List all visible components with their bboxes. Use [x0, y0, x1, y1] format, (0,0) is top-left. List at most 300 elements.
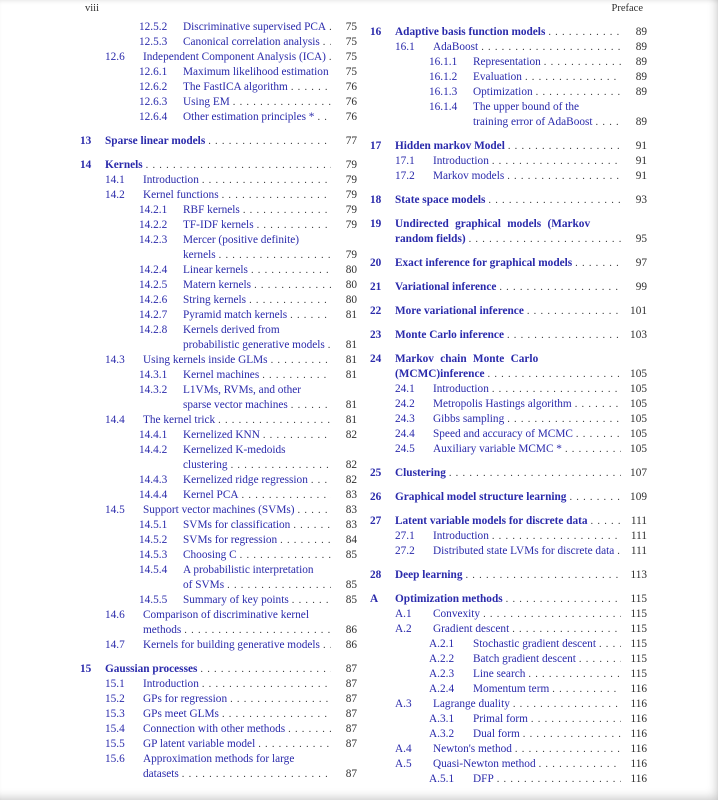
entry-page-number: 115: [630, 593, 647, 605]
toc-entry[interactable]: [370, 40, 647, 55]
leader-dots: [489, 382, 621, 397]
entry-number: 12.5.3: [139, 36, 168, 48]
entry-number: 16.1.2: [429, 71, 458, 83]
leader-dots: [240, 203, 331, 218]
toc-entry[interactable]: [80, 533, 357, 548]
leader-dots: [593, 115, 621, 130]
entry-page-number: 107: [630, 467, 647, 479]
entry-title-block: [473, 682, 621, 697]
leader-dots: [446, 466, 621, 481]
entry-title-block: [433, 169, 621, 184]
toc-entry[interactable]: [370, 652, 647, 667]
entry-number: 14.2.2: [139, 219, 168, 231]
entry-title-block: [395, 466, 621, 481]
toc-entry[interactable]: [80, 353, 357, 368]
toc-entry[interactable]: [370, 256, 647, 271]
toc-entry[interactable]: [370, 70, 647, 85]
entry-title-block: [143, 173, 331, 188]
toc-entry[interactable]: [370, 193, 647, 208]
leader-dots: [199, 173, 331, 188]
entry-title: State space models: [395, 194, 486, 206]
leader-dots: [179, 767, 331, 782]
leader-dots: [566, 490, 621, 505]
leader-dots: [320, 35, 331, 50]
toc-entry[interactable]: [80, 563, 357, 593]
toc-entry[interactable]: [370, 412, 647, 427]
entry-number: 14: [80, 159, 92, 171]
entry-title-block: [143, 50, 331, 65]
entry-page-number: 115: [630, 623, 647, 635]
entry-page-number: 89: [635, 86, 647, 98]
entry-number: 14.2.3: [139, 234, 168, 246]
entry-page-number: 116: [630, 743, 647, 755]
leader-dots: [308, 473, 331, 488]
entry-title: Monte Carlo inference: [395, 329, 504, 341]
toc-entry[interactable]: [80, 188, 357, 203]
entry-page-number: 116: [630, 698, 647, 710]
entry-number: 14.2.7: [139, 309, 168, 321]
leader-dots: [254, 218, 331, 233]
leader-dots: [314, 110, 331, 125]
toc-entry[interactable]: [370, 100, 647, 130]
entry-title-block: [395, 568, 621, 583]
entry-title-continued: datasets: [143, 768, 179, 780]
entry-title-block: [433, 607, 621, 622]
entry-number: 14.6: [105, 609, 125, 621]
entry-number: 24.3: [395, 413, 415, 425]
entry-title: Evaluation: [473, 71, 522, 83]
entry-number: 14.2.4: [139, 264, 168, 276]
entry-title: Primal form: [473, 713, 528, 725]
entry-page-number: 87: [345, 663, 357, 675]
entry-title-block: [395, 280, 621, 295]
entry-title: Matern kernels: [183, 279, 252, 291]
entry-page-number: 115: [630, 653, 647, 665]
entry-page-number: 85: [345, 579, 357, 591]
entry-title: Metropolis Hastings algorithm: [433, 398, 572, 410]
toc-entry[interactable]: [370, 697, 647, 712]
entry-page-number: 111: [630, 545, 647, 557]
entry-page-number: 95: [635, 233, 647, 245]
toc-entry[interactable]: [370, 529, 647, 544]
entry-title: Introduction: [433, 155, 489, 167]
toc-entry[interactable]: [80, 173, 357, 188]
entry-title: Approximation methods for large: [143, 753, 295, 765]
entry-title: Lagrange duality: [433, 698, 510, 710]
leader-dots: [466, 232, 621, 247]
leader-dots: [462, 568, 621, 583]
entry-title: The FastICA algorithm: [183, 81, 288, 93]
toc-entry[interactable]: [370, 304, 647, 319]
leader-dots: [572, 256, 621, 271]
entry-number: 14.2.8: [139, 324, 168, 336]
entry-number: 14.2.1: [139, 204, 168, 216]
toc-entry[interactable]: [370, 154, 647, 169]
leader-dots: [248, 263, 331, 278]
entry-number: 12.6.4: [139, 111, 168, 123]
entry-number: 12.6: [105, 51, 125, 63]
toc-entry[interactable]: [370, 607, 647, 622]
entry-page-number: 86: [345, 639, 357, 651]
toc-entry[interactable]: [80, 443, 357, 473]
leader-dots: [588, 514, 621, 529]
entry-title: Introduction: [433, 383, 489, 395]
entry-title-block: [143, 188, 331, 203]
leader-dots: [485, 367, 622, 382]
toc-entry[interactable]: [80, 233, 357, 263]
toc-entry[interactable]: [80, 218, 357, 233]
entry-page-number: 109: [630, 491, 647, 503]
leader-dots: [224, 578, 331, 593]
entry-page-number: 87: [345, 738, 357, 750]
entry-page-number: 87: [345, 678, 357, 690]
entry-title-block: [473, 727, 621, 742]
toc-entry[interactable]: [80, 428, 357, 443]
entry-number: 14.5.3: [139, 549, 168, 561]
entry-page-number: 75: [345, 51, 357, 63]
toc-entry[interactable]: [370, 514, 647, 529]
entry-number: A.2.4: [429, 683, 455, 695]
toc-entry[interactable]: [370, 169, 647, 184]
entry-number: 24.1: [395, 383, 415, 395]
entry-title-block: [183, 488, 331, 503]
entry-title-block: [433, 412, 621, 427]
leader-dots: [181, 623, 331, 638]
toc-entry[interactable]: [80, 608, 357, 638]
entry-title-block: [143, 707, 331, 722]
entry-title: Speed and accuracy of MCMC: [433, 428, 573, 440]
toc-entry[interactable]: [80, 692, 357, 707]
entry-title-block: [183, 65, 331, 80]
toc-entry[interactable]: [370, 544, 647, 559]
leader-dots: [522, 70, 621, 85]
toc-entry[interactable]: [370, 568, 647, 583]
toc-entry[interactable]: [370, 328, 647, 343]
toc-entry[interactable]: [80, 368, 357, 383]
entry-title-block: [183, 80, 331, 95]
leader-dots: [215, 413, 331, 428]
entry-page-number: 82: [345, 459, 357, 471]
entry-number: 27.2: [395, 545, 415, 557]
entry-page-number: 105: [630, 368, 647, 380]
toc-entry[interactable]: [370, 139, 647, 154]
toc-entry[interactable]: [80, 677, 357, 692]
entry-page-number: 85: [345, 549, 357, 561]
entry-title: The upper bound of the: [473, 101, 580, 113]
leader-dots: [525, 667, 621, 682]
entry-title-block: [183, 533, 331, 548]
entry-title: Kernels: [105, 159, 143, 171]
entry-title: Variational inference: [395, 281, 497, 293]
entry-title: SVMs for classification: [183, 519, 291, 531]
leader-dots: [295, 503, 331, 518]
entry-number: 17: [370, 140, 382, 152]
entry-title: Kernels for building generative models: [143, 639, 320, 651]
toc-entry[interactable]: [80, 737, 357, 752]
entry-title: Distributed state LVMs for discrete data: [433, 545, 615, 557]
leader-dots: [614, 544, 621, 559]
entry-number: 14.5.2: [139, 534, 168, 546]
entry-title: The kernel trick: [143, 414, 216, 426]
entry-title: Exact inference for graphical models: [395, 257, 573, 269]
entry-title-block: [143, 677, 331, 692]
entry-number: 14.1: [105, 174, 125, 186]
toc-entry[interactable]: [80, 488, 357, 503]
leader-dots: [478, 40, 621, 55]
entry-title: Representation: [473, 56, 541, 68]
toc-entry[interactable]: [80, 80, 357, 95]
entry-title-continued: (MCMC)inference: [395, 368, 485, 380]
toc-entry[interactable]: [80, 20, 357, 35]
entry-page-number: 84: [345, 534, 357, 546]
entry-page-number: 116: [630, 773, 647, 785]
entry-title-block: [395, 304, 621, 319]
toc-entry[interactable]: [80, 473, 357, 488]
toc-entry[interactable]: [370, 637, 647, 652]
entry-title-block: [183, 263, 331, 278]
entry-title: Independent Component Analysis (ICA): [143, 51, 326, 63]
entry-title: Comparison of discriminative kernel: [143, 609, 309, 621]
leader-dots: [326, 50, 331, 65]
entry-number: A: [370, 593, 379, 605]
entry-page-number: 76: [345, 96, 357, 108]
entry-page-number: 91: [635, 155, 647, 167]
entry-title-block: [183, 593, 331, 608]
leader-dots: [489, 154, 621, 169]
toc-entry[interactable]: [80, 95, 357, 110]
entry-number: 23: [370, 329, 382, 341]
toc-entry[interactable]: [80, 593, 357, 608]
entry-title: Newton's method: [433, 743, 512, 755]
toc-entry[interactable]: [80, 638, 357, 653]
toc-entry[interactable]: [80, 203, 357, 218]
toc-entry[interactable]: [370, 490, 647, 505]
entry-title-block: [433, 442, 621, 457]
entry-title-block: [433, 757, 621, 772]
entry-number: 24.4: [395, 428, 415, 440]
toc-entry[interactable]: [370, 55, 647, 70]
entry-title: Stochastic gradient descent: [473, 638, 596, 650]
entry-number: 14.3.2: [139, 384, 168, 396]
entry-number: 28: [370, 569, 382, 581]
leader-dots: [545, 25, 621, 40]
leader-dots: [216, 248, 331, 263]
entry-title-block: [143, 608, 331, 638]
entry-title: DFP: [473, 773, 494, 785]
toc-entry[interactable]: [370, 427, 647, 442]
leader-dots: [520, 727, 621, 742]
leader-dots: [596, 637, 621, 652]
leader-dots: [533, 85, 621, 100]
entry-title: Dual form: [473, 728, 520, 740]
entry-title: Optimization: [473, 86, 533, 98]
entry-page-number: 105: [630, 383, 647, 395]
toc-entry[interactable]: [80, 278, 357, 293]
toc-entry[interactable]: [370, 85, 647, 100]
leader-dots: [251, 278, 331, 293]
entry-title: Kernel machines: [183, 369, 260, 381]
entry-page-number: 82: [345, 429, 357, 441]
entry-number: 14.2.6: [139, 294, 168, 306]
toc-entry[interactable]: [370, 712, 647, 727]
leader-dots: [239, 488, 331, 503]
entry-title-block: [183, 368, 331, 383]
entry-number: 14.4.1: [139, 429, 168, 441]
toc-entry[interactable]: [80, 323, 357, 353]
toc-entry[interactable]: [80, 548, 357, 563]
toc-entry[interactable]: [370, 280, 647, 295]
entry-number: 14.2.5: [139, 279, 168, 291]
entry-title: Summary of key points: [183, 594, 289, 606]
entry-number: 14.4.2: [139, 444, 168, 456]
toc-entry[interactable]: [370, 742, 647, 757]
entry-title: SVMs for regression: [183, 534, 278, 546]
entry-number: 14.3.1: [139, 369, 168, 381]
leader-dots: [512, 742, 621, 757]
toc-entry[interactable]: [370, 667, 647, 682]
entry-number: 20: [370, 257, 382, 269]
toc-entry[interactable]: [370, 466, 647, 481]
toc-entry[interactable]: [80, 722, 357, 737]
entry-title-block: [183, 548, 331, 563]
entry-title-block: [473, 55, 621, 70]
toc-entry[interactable]: [370, 382, 647, 397]
entry-title-continued: methods: [143, 624, 182, 636]
page-number-label: viii: [85, 3, 100, 14]
entry-title-block: [473, 712, 621, 727]
toc-entry[interactable]: [80, 707, 357, 722]
entry-title: Using kernels inside GLMs: [143, 354, 268, 366]
toc-entry[interactable]: [370, 397, 647, 412]
entry-page-number: 77: [345, 135, 357, 147]
entry-number: 22: [370, 305, 382, 317]
entry-title-block: [433, 529, 621, 544]
toc-entry[interactable]: [80, 158, 357, 173]
entry-number: A.2.1: [429, 638, 455, 650]
leader-dots: [494, 772, 621, 787]
entry-page-number: 111: [630, 530, 647, 542]
leader-dots: [199, 677, 331, 692]
entry-page-number: 81: [345, 399, 357, 411]
entry-page-number: 115: [630, 608, 647, 620]
entry-number: 25: [370, 467, 382, 479]
toc-entry[interactable]: [80, 518, 357, 533]
leader-dots: [288, 398, 331, 413]
entry-number: 18: [370, 194, 382, 206]
entry-title-block: [473, 70, 621, 85]
entry-page-number: 83: [345, 504, 357, 516]
toc-entry[interactable]: [80, 263, 357, 278]
toc-entry[interactable]: [370, 757, 647, 772]
entry-page-number: 99: [635, 281, 647, 293]
toc-entry[interactable]: [80, 35, 357, 50]
leader-dots: [549, 682, 621, 697]
entry-title-block: [183, 278, 331, 293]
entry-page-number: 79: [345, 204, 357, 216]
entry-number: 24: [370, 353, 382, 365]
leader-dots: [485, 193, 621, 208]
leader-dots: [219, 188, 331, 203]
toc-entry[interactable]: [80, 308, 357, 323]
entry-page-number: 79: [345, 159, 357, 171]
leader-dots: [259, 368, 331, 383]
leader-dots: [285, 722, 331, 737]
entry-page-number: 91: [635, 170, 647, 182]
entry-number: 16.1.1: [429, 56, 458, 68]
entry-title-block: [183, 293, 331, 308]
toc-entry[interactable]: [80, 383, 357, 413]
entry-title: RBF kernels: [183, 204, 240, 216]
toc-entry[interactable]: [370, 217, 647, 247]
entry-title: Optimization methods: [395, 593, 503, 605]
entry-title-block: [143, 722, 331, 737]
toc-entry[interactable]: [80, 413, 357, 428]
entry-title: TF-IDF kernels: [183, 219, 254, 231]
toc-entry[interactable]: [370, 592, 647, 607]
entry-title-continued: random fields): [395, 233, 466, 245]
entry-number: 14.5.5: [139, 594, 168, 606]
entry-title: Introduction: [143, 174, 199, 186]
entry-number: 15.2: [105, 693, 125, 705]
entry-title: Linear kernels: [183, 264, 248, 276]
toc-column-left: [80, 20, 357, 787]
entry-number: 14.4.3: [139, 474, 168, 486]
entry-page-number: 83: [345, 519, 357, 531]
entry-page-number: 80: [345, 264, 357, 276]
entry-number: A.2: [395, 623, 412, 635]
toc-entry[interactable]: [80, 503, 357, 518]
entry-number: 14.4: [105, 414, 125, 426]
entry-title: Kernelized K-medoids: [183, 444, 286, 456]
toc-entry[interactable]: [80, 65, 357, 80]
leader-dots: [572, 397, 621, 412]
entry-title-block: [433, 622, 621, 637]
entry-page-number: 87: [345, 708, 357, 720]
toc-entry[interactable]: [80, 110, 357, 125]
toc-entry[interactable]: [80, 662, 357, 677]
entry-page-number: 115: [630, 638, 647, 650]
toc-entry[interactable]: [370, 442, 647, 457]
toc-entry[interactable]: [370, 622, 647, 637]
leader-dots: [504, 169, 621, 184]
leader-dots: [504, 412, 621, 427]
toc-entry[interactable]: [80, 50, 357, 65]
entry-title: Latent variable models for discrete data: [395, 515, 588, 527]
entry-number: A.2.3: [429, 668, 455, 680]
entry-number: 14.5.1: [139, 519, 168, 531]
entry-title-continued: training error of AdaBoost: [473, 116, 593, 128]
toc-entry[interactable]: [370, 682, 647, 697]
entry-number: 15.6: [105, 753, 125, 765]
toc-entry[interactable]: [370, 25, 647, 40]
toc-entry[interactable]: [80, 293, 357, 308]
entry-page-number: 103: [630, 329, 647, 341]
entry-title-block: [433, 544, 621, 559]
toc-entry[interactable]: [80, 134, 357, 149]
toc-entry[interactable]: [80, 752, 357, 782]
toc-entry[interactable]: [370, 727, 647, 742]
leader-dots: [510, 697, 621, 712]
entry-title-block: [143, 503, 331, 518]
entry-title-block: [143, 737, 331, 752]
entry-title: Clustering: [395, 467, 446, 479]
entry-title: Markov models: [433, 170, 505, 182]
toc-entry[interactable]: [370, 352, 647, 382]
toc-column-right: [370, 20, 647, 787]
entry-title-block: [143, 638, 331, 653]
toc-entry[interactable]: [370, 772, 647, 787]
entry-title: Choosing C: [183, 549, 237, 561]
